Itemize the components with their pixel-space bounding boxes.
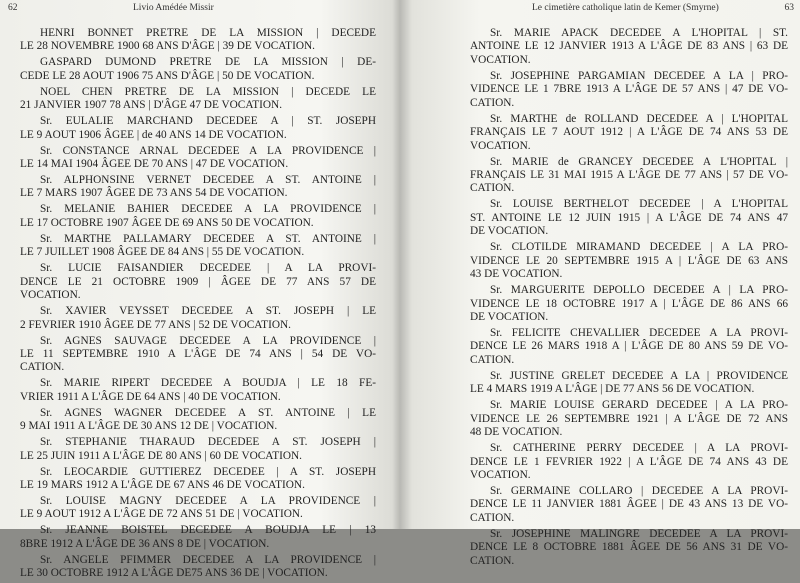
burial-entry [20, 335, 376, 375]
entry-line: LE 25 JUIN 1911 A L'ÂGE DE 80 ANS | 60 DE VOCATION. [20, 449, 303, 462]
entry-line: LE 7 JUILLET 1908 ÂGEE DE 84 ANS | 55 DE VOCATION. [20, 246, 305, 259]
entry-line: 2 FEVRIER 1910 ÂGEE DE 77 ANS | 52 DE VOCATION. [20, 318, 291, 331]
entry-line: 21 JANVIER 1907 78 ANS | D'ÂGE 47 DE VOCATION. [20, 99, 283, 112]
entry-line: LE 9 AOUT 1912 A L'ÂGE DE 72 ANS 51 DE | VOCATION. [20, 508, 303, 521]
entry-line: Sr. JOSEPHINE MALINGRE DECEDEE A LA PROVI- [490, 527, 788, 540]
entry-line: Sr. JOSEPHINE PARGAMIAN DECEDEE A LA | PRO- [490, 69, 788, 82]
burial-entry [470, 241, 788, 281]
right-header [532, 3, 794, 13]
entry-line: Sr. GERMAINE COLLARO | DECEDEE A LA PROVI- [490, 485, 788, 497]
entry-line: DENCE LE 11 JANVIER 1881 ÂGEE | DE 43 ANS 13 DE VO- [470, 498, 788, 511]
entry-line: ANTOINE LE 12 JANVIER 1913 A L'ÂGE DE 83 ANS | 63 DE [470, 40, 788, 53]
entry-line: LE 17 OCTOBRE 1907 ÂGEE DE 69 ANS 50 DE VOCATION. [20, 216, 314, 229]
burial-entry [470, 327, 788, 367]
entry-line: Sr. MARGUERITE DEPOLLO DECEDEE A | LA PRO- [490, 284, 788, 297]
burial-entry [20, 262, 376, 302]
entry-line: CATION. [470, 511, 515, 524]
entry-line: ST. ANTOINE LE 12 JUIN 1915 | A L'ÂGE DE 74 ANS 47 [470, 211, 788, 224]
burial-entry [20, 377, 376, 404]
entry-line: DE VOCATION. [470, 225, 549, 238]
burial-entry [20, 495, 376, 522]
burial-entry [470, 442, 788, 482]
entry-line: VIDENCE LE 18 OCTOBRE 1917 A | L'ÂGE DE 86 ANS 66 [470, 297, 788, 310]
entry-line: VIDENCE LE 26 SEPTEMBRE 1921 | A L'ÂGE DE 72 ANS [470, 412, 788, 425]
entry-line: Sr. CONSTANCE ARNAL DECEDEE A LA PROVIDENCE | [40, 144, 376, 157]
right-entry-list [470, 27, 788, 571]
entry-line: VIDENCE LE 20 SEPTEMBRE 1915 A | L'ÂGE DE 63 ANS [470, 254, 788, 267]
entry-line: DE VOCATION. [470, 311, 549, 324]
entry-line: 48 DE VOCATION. [470, 426, 563, 439]
entry-line: Sr. AGNES WAGNER DECEDEE A ST. ANTOINE | LE [40, 406, 376, 419]
burial-entry [20, 554, 376, 581]
entry-line: Sr. MARIE de GRANCEY DECEDEE A L'HOPITAL | [490, 155, 788, 168]
right-page [402, 0, 800, 567]
entry-line: LE 30 OCTOBRE 1912 A L'ÂGE DE75 ANS 36 DE | VOCATION. [20, 567, 328, 580]
entry-line: Sr. LOUISE BERTHELOT DECEDEE | A L'HOPITAL [490, 198, 788, 211]
entry-line: CATION. [470, 353, 515, 366]
entry-line: CEDE LE 28 AOUT 1906 75 ANS D'ÂGE | 50 DE VOCATION. [20, 69, 315, 82]
entry-line: LE 7 MARS 1907 ÂGEE DE 73 ANS 54 DE VOCATION. [20, 187, 288, 200]
entry-line: VIDENCE LE 1 7BRE 1913 A L'ÂGE DE 57 ANS | 47 DE VO- [470, 83, 788, 96]
entry-line: Sr. MARTHE PALLAMARY DECEDEE A ST. ANTOINE | [40, 232, 376, 245]
entry-line: LE 14 MAI 1904 ÂGEE DE 70 ANS | 47 DE VOCATION. [20, 158, 289, 171]
entry-line: 9 MAI 1911 A L'ÂGE DE 30 ANS 12 DE | VOCATION. [20, 420, 278, 433]
burial-entry [470, 399, 788, 439]
burial-entry [20, 56, 376, 83]
burial-entry [470, 27, 788, 67]
entry-line: Sr. JEANNE BOISTEL DECEDEE A BOUDJA LE | 13 [40, 524, 376, 537]
burial-entry [470, 156, 788, 196]
entry-line: Sr. ALPHONSINE VERNET DECEDEE A ST. ANTOINE | [40, 174, 376, 187]
entry-line: Sr. XAVIER VEYSSET DECEDEE A ST. JOSEPH | LE [40, 305, 376, 318]
running-head-author: Livio Amédée Missir [133, 3, 214, 13]
burial-entry [20, 233, 376, 260]
entry-line: Sr. EULALIE MARCHAND DECEDEE A | ST. JOSEPH [40, 115, 376, 128]
entry-line: Sr. MARTHE de ROLLAND DECEDEE A | L'HOPITAL [490, 112, 788, 125]
entry-line: NOEL CHEN PRETRE DE LA MISSION | DECEDE LE [40, 85, 376, 98]
entry-line: VOCATION. [20, 289, 81, 302]
burial-entry [470, 198, 788, 238]
entry-line: Sr. STEPHANIE THARAUD DECEDEE A ST. JOSEPH | [40, 436, 376, 449]
entry-line: VOCATION. [470, 53, 531, 66]
entry-line: GASPARD DUMOND PRETRE DE LA MISSION | DE- [40, 56, 376, 69]
running-head-title: Le cimetière catholique latin de Kemer (Smyrne) [532, 3, 719, 13]
entry-line: Sr. FELICITE CHEVALLIER DECEDEE A LA PROVI- [490, 327, 788, 340]
entry-line: Sr. MARIE LOUISE GERARD DECEDEE | A LA PRO- [490, 399, 788, 412]
left-header [8, 3, 388, 13]
entry-line: HENRI BONNET PRETRE DE LA MISSION | DECEDE [40, 27, 376, 39]
entry-line: Sr. LUCIE FAISANDIER DECEDEE | A LA PROVI- [40, 262, 376, 275]
entry-line: DENCE LE 26 MARS 1918 A | L'ÂGE DE 80 ANS 59 DE VO- [470, 340, 788, 353]
entry-line: Sr. MARIE APACK DECEDEE A L'HOPITAL | ST. [490, 27, 788, 39]
entry-line: DENCE LE 1 FEVRIER 1922 | A L'ÂGE DE 74 ANS 43 DE [470, 455, 788, 468]
entry-line: CATION. [470, 182, 515, 195]
entry-line: Sr. AGNES SAUVAGE DECEDEE A LA PROVIDENCE | [40, 334, 376, 347]
entry-line: LE 28 NOVEMBRE 1900 68 ANS D'ÂGE | 39 DE VOCATION. [20, 40, 315, 53]
entry-line: 8BRE 1912 A L'ÂGE DE 36 ANS 8 DE | VOCATION. [20, 537, 270, 550]
burial-entry [470, 528, 788, 568]
entry-line: LE 9 AOUT 1906 ÂGEE | de 40 ANS 14 DE VOCATION. [20, 128, 287, 141]
burial-entry [20, 407, 376, 434]
left-entry-list [20, 27, 376, 583]
burial-entry [20, 305, 376, 332]
entry-line: DENCE LE 21 OCTOBRE 1909 | ÂGEE DE 77 ANS 57 DE [20, 275, 376, 288]
entry-line: FRANÇAIS LE 31 MAI 1915 A L'ÂGE DE 77 ANS | 57 DE VO- [470, 169, 788, 182]
burial-entry [20, 145, 376, 172]
entry-line: Sr. LOUISE MAGNY DECEDEE A LA PROVIDENCE | [40, 495, 376, 507]
entry-line: CATION. [470, 96, 515, 109]
entry-line: DENCE LE 8 OCTOBRE 1881 ÂGEE DE 56 ANS 31 DE VO- [470, 541, 788, 554]
entry-line: FRANÇAIS LE 7 AOUT 1912 | A L'ÂGE DE 74 ANS 53 DE [470, 126, 788, 139]
entry-line: VRIER 1911 A L'ÂGE DE 64 ANS | 40 DE VOCATION. [20, 390, 281, 403]
entry-line: Sr. CLOTILDE MIRAMAND DECEDEE | A LA PRO- [490, 241, 788, 254]
page-number: 63 [784, 3, 794, 13]
burial-entry [20, 466, 376, 493]
burial-entry [20, 524, 376, 551]
entry-line: CATION. [470, 554, 515, 567]
burial-entry [470, 370, 788, 397]
burial-entry [20, 115, 376, 142]
burial-entry [470, 70, 788, 110]
entry-line: Sr. JUSTINE GRELET DECEDEE A LA | PROVIDENCE [490, 369, 788, 382]
entry-line: Sr. MELANIE BAHIER DECEDEE A LA PROVIDENCE | [40, 203, 376, 216]
entry-line: Sr. CATHERINE PERRY DECEDEE | A LA PROVI- [490, 442, 788, 455]
burial-entry [20, 27, 376, 54]
left-page [0, 0, 398, 580]
entry-line: LE 4 MARS 1919 A L'ÂGE | DE 77 ANS 56 DE VOCATION. [470, 383, 755, 396]
burial-entry [470, 284, 788, 324]
page-number: 62 [8, 3, 18, 13]
burial-entry [470, 113, 788, 153]
burial-entry [20, 203, 376, 230]
entry-line: LE 19 MARS 1912 A L'ÂGE DE 67 ANS 46 DE VOCATION. [20, 479, 305, 492]
entry-line: 43 DE VOCATION. [470, 268, 563, 281]
burial-entry [20, 436, 376, 463]
entry-line: Sr. ANGELE PFIMMER DECEDEE A LA PROVIDENCE | [40, 553, 376, 566]
entry-line: CATION. [20, 361, 65, 374]
burial-entry [20, 86, 376, 113]
entry-line: Sr. LEOCARDIE GUTTIEREZ DECEDEE | A ST. JOSEPH [40, 465, 376, 478]
burial-entry [20, 174, 376, 201]
entry-line: VOCATION. [470, 469, 531, 482]
burial-entry [470, 485, 788, 525]
entry-line: Sr. MARIE RIPERT DECEDEE A BOUDJA | LE 18 FE- [40, 377, 376, 390]
entry-line: LE 11 SEPTEMBRE 1910 A L'ÂGE DE 74 ANS | 54 DE VO- [20, 347, 376, 360]
entry-line: VOCATION. [470, 139, 531, 152]
